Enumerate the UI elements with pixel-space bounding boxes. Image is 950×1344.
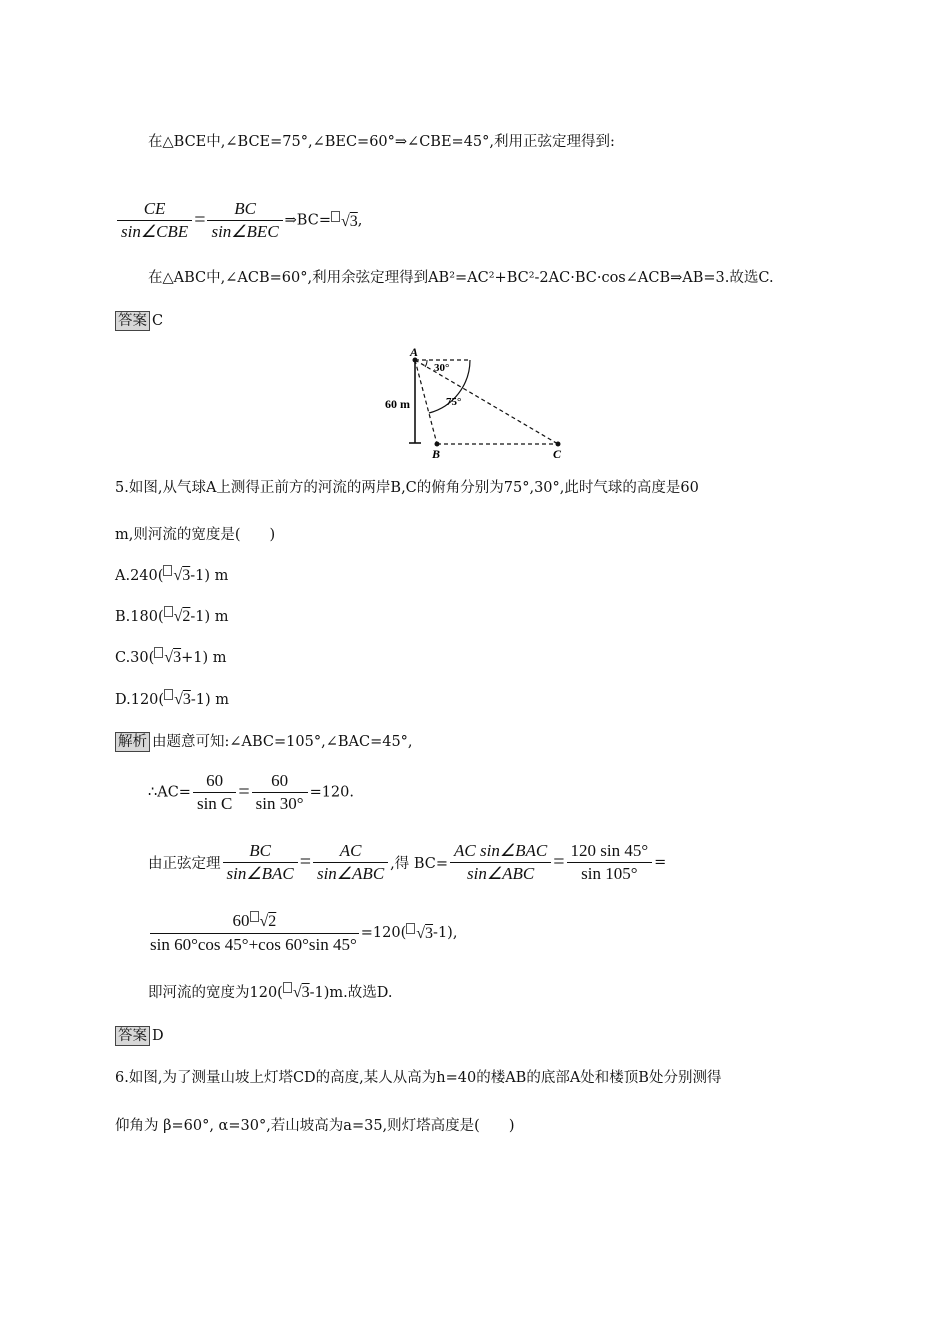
fraction-ce: $\frac{CE}{\text{sin∠CBE}}$: [117, 198, 192, 243]
label-angle-30: 30°: [434, 362, 450, 374]
label-angle-75: 75°: [446, 396, 462, 408]
q5-conclusion: 即河流的宽度为120( √3-1)m.故选D.: [148, 984, 393, 1001]
q5-big-fraction: $\frac{60 √2}{\sin 60^\circ\cos 45^\circ+\cos 60^\circ\sin 45^\circ}$ =120( √3-1),: [150, 911, 458, 954]
solution-line-3: 在△ABC中,∠ACB=60°,利用余弦定理得到AB²=AC²+BC²-2AC·BC·cos∠ACB⇒AB=3.故选C.: [148, 270, 774, 286]
q5-option-b: B.180( √2-1) m: [115, 608, 229, 625]
answer-line-5: [115, 1026, 164, 1046]
analysis-tag: 解析: [115, 732, 150, 752]
q5-option-a: A.240( √3-1) m: [115, 567, 229, 584]
fraction-bc: $\frac{BC}{\text{sin∠BEC}}$: [207, 198, 282, 243]
label-a: A: [410, 345, 419, 359]
point-c: [556, 442, 561, 447]
answer-tag: 答案: [115, 1026, 150, 1046]
solution-line-1: 在△BCE中,∠BCE=75°,∠BEC=60°⇒∠CBE=45°,利用正弦定理得到:: [148, 134, 615, 150]
label-height: 60 m: [385, 397, 410, 411]
q5-option-c: C.30( √3+1) m: [115, 649, 227, 666]
point-b: [435, 442, 440, 447]
q5-stem-2: m,则河流的宽度是( ): [115, 527, 276, 543]
answer-value: D: [152, 1028, 164, 1044]
q6-stem-1: 6.如图,为了测量山坡上灯塔CD的高度,某人从高为h=40的楼AB的底部A处和楼顶B处分别测得: [115, 1070, 722, 1086]
radical: √3: [331, 213, 358, 230]
q5-analysis-line: 解析 由题意可知:∠ABC=105°,∠BAC=45°,: [115, 732, 413, 752]
answer-value: C: [152, 313, 164, 329]
q5-sine-law-equation: 由正弦定理 $\frac{BC}{\text{sin∠BAC}}$ = $\frac{AC}{\text{sin∠ABC}}$ ,得 BC= $\frac{\text{AC sin∠BAC}}{\text{sin∠ABC}}$ = $\frac{120 \sin 45^\circ}{\sin 105^\circ}$ =: [148, 841, 667, 883]
balloon-river-figure: [380, 342, 580, 464]
q5-option-d: D.120( √3-1) m: [115, 691, 229, 708]
angle-30-arc: [425, 360, 427, 367]
label-b: B: [432, 447, 441, 461]
q5-ac-equation: ∴AC= $\frac{60}{\text{sin C}}$ = $\frac{60}{\sin 30^\circ}$ =120.: [148, 771, 354, 813]
answer-line-4: [115, 311, 163, 331]
q5-stem-1: 5.如图,从气球A上测得正前方的河流的两岸B,C的俯角分别为75°,30°,此时气球的高度是60: [115, 480, 699, 496]
q6-stem-2: 仰角为 β=60°, α=30°,若山坡高为a=35,则灯塔高度是( ): [115, 1118, 515, 1134]
label-c: C: [553, 447, 562, 461]
sine-law-equation: $\frac{CE}{\text{sin∠CBE}}$ = $\frac{BC}{\text{sin∠BEC}}$ ⇒BC= √3,: [115, 198, 362, 243]
answer-tag: 答案: [115, 311, 150, 331]
